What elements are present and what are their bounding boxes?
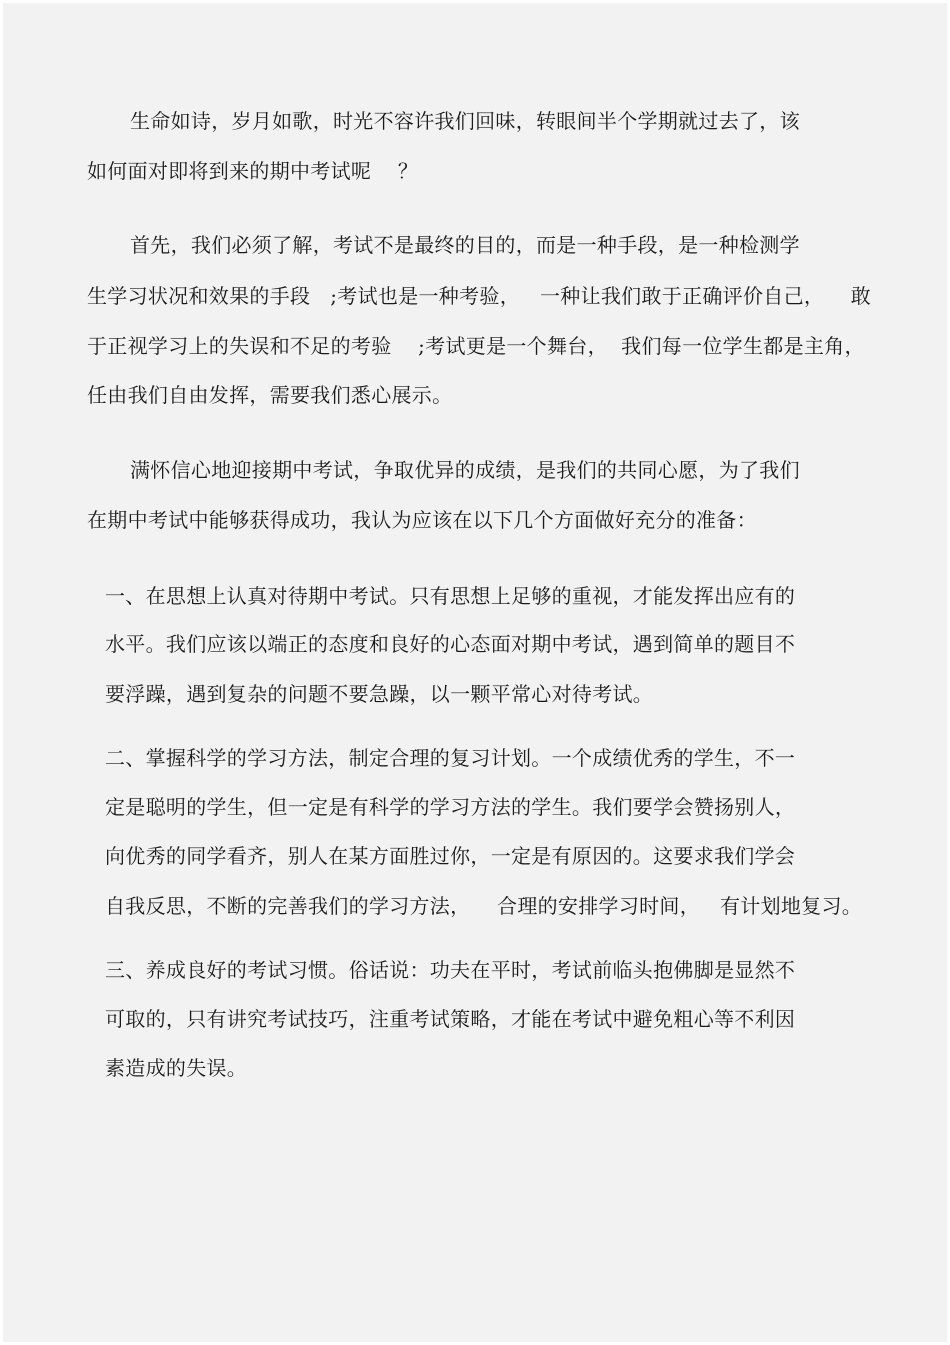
paragraph-3-line-2: 在期中考试中能够获得成功，我认为应该在以下几个方面做好充分的准备： bbox=[87, 508, 757, 532]
paragraph-4-line-2: 水平。我们应该以端正的态度和良好的心态面对期中考试，遇到简单的题目不 bbox=[105, 632, 796, 656]
document-page bbox=[3, 3, 947, 1342]
paragraph-6-line-1: 三、养成良好的考试习惯。俗话说：功夫在平时，考试前临头抱佛脚是显然不 bbox=[105, 958, 796, 982]
paragraph-3-line-1: 满怀信心地迎接期中考试，争取优异的成绩，是我们的共同心愿，为了我们 bbox=[130, 458, 800, 482]
paragraph-5-line-3: 向优秀的同学看齐，别人在某方面胜过你，一定是有原因的。这要求我们学会 bbox=[105, 844, 796, 868]
paragraph-2-line-2: 生学习状况和效果的手段 ;考试也是一种考验， 一种让我们敢于正确评价自己， 敢 bbox=[87, 284, 872, 308]
paragraph-2-line-1: 首先，我们必须了解，考试不是最终的目的，而是一种手段，是一种检测学 bbox=[130, 233, 800, 257]
paragraph-1-line-1: 生命如诗，岁月如歌，时光不容许我们回味，转眼间半个学期就过去了，该 bbox=[130, 109, 800, 133]
paragraph-2-line-3: 于正视学习上的失误和不足的考验 ;考试更是一个舞台， 我们每一位学生都是主角， bbox=[87, 334, 865, 358]
paragraph-5-line-2: 定是聪明的学生，但一定是有科学的学习方法的学生。我们要学会赞扬别人， bbox=[105, 795, 796, 819]
paragraph-6-line-2: 可取的，只有讲究考试技巧，注重考试策略，才能在考试中避免粗心等不利因 bbox=[105, 1007, 796, 1031]
paragraph-2-line-4: 任由我们自由发挥，需要我们悉心展示。 bbox=[87, 383, 453, 407]
paragraph-6-line-3: 素造成的失误。 bbox=[105, 1056, 248, 1080]
paragraph-5-line-1: 二、掌握科学的学习方法，制定合理的复习计划。一个成绩优秀的学生，不一 bbox=[105, 746, 796, 770]
paragraph-1-line-2: 如何面对即将到来的期中考试呢 ？ bbox=[87, 159, 419, 183]
paragraph-4-line-3: 要浮躁，遇到复杂的问题不要急躁，以一颗平常心对待考试。 bbox=[105, 682, 654, 706]
paragraph-4-line-1: 一、在思想上认真对待期中考试。只有思想上足够的重视，才能发挥出应有的 bbox=[105, 584, 796, 608]
paragraph-5-line-4: 自我反思，不断的完善我们的学习方法， 合理的安排学习时间， 有计划地复习。 bbox=[105, 894, 863, 918]
